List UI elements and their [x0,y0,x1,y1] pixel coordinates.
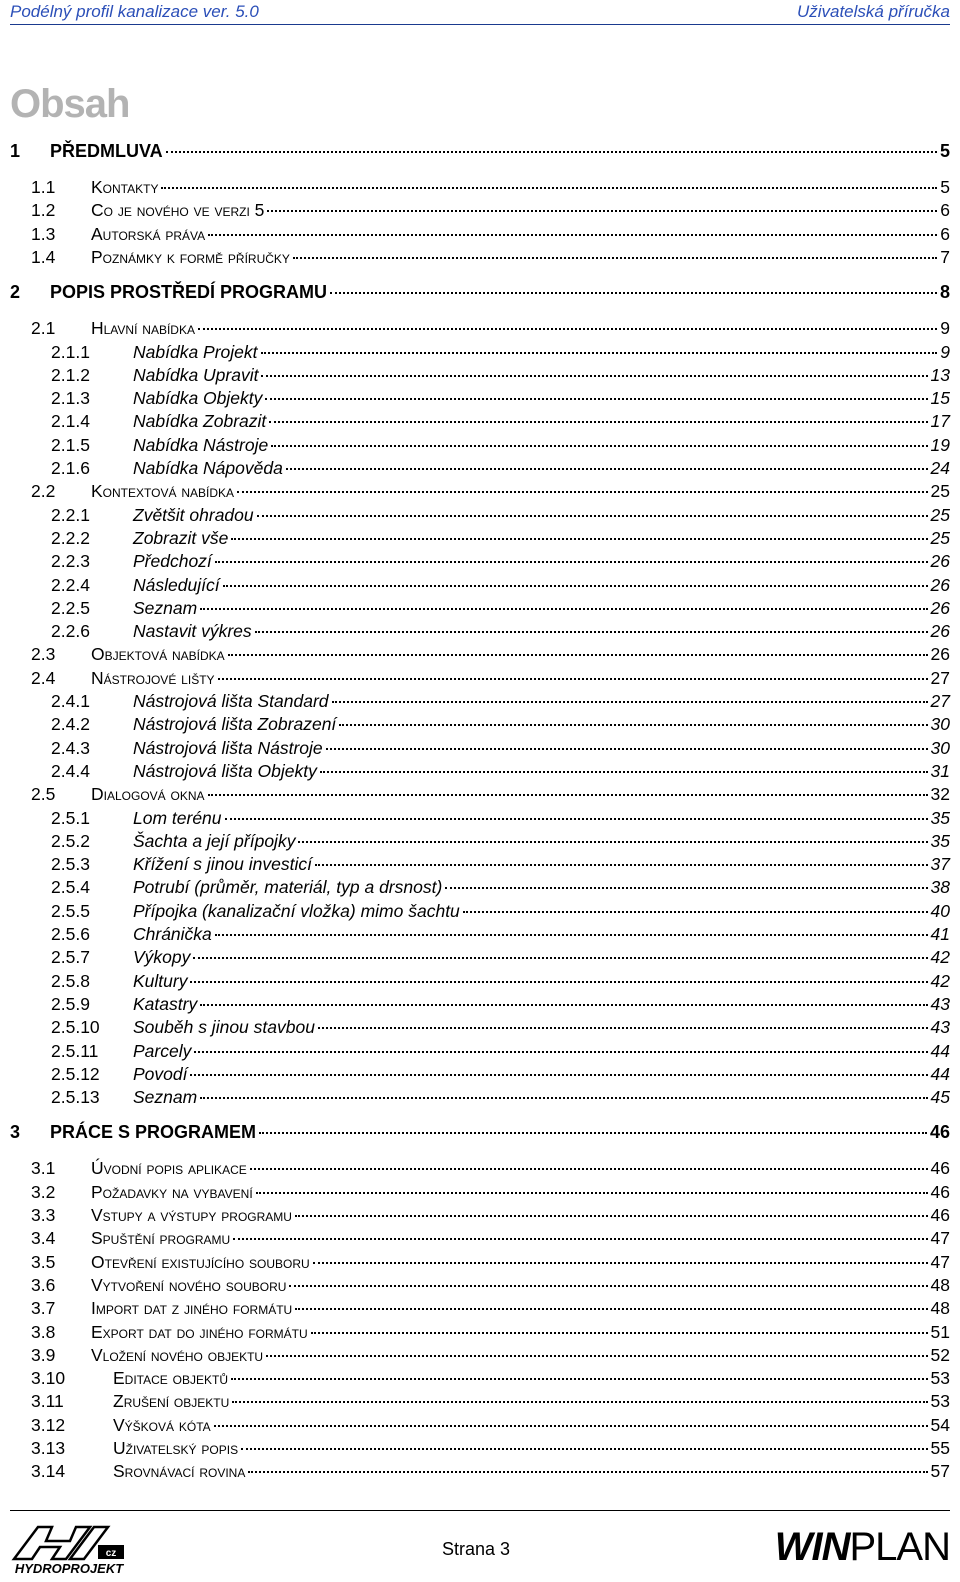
toc-entry-title: Následující [133,574,220,595]
toc-entry-number: 2.2.4 [51,574,90,595]
toc-entry-title: Srovnávací rovina [113,1461,246,1482]
toc-entry-number: 3.6 [31,1274,56,1295]
toc-entry-number: 2.4.4 [51,760,90,781]
toc-entry-page: 26 [930,644,950,665]
toc-entry-page: 25 [930,527,950,548]
toc-entry-title: Nabídka Nástroje [133,434,269,455]
toc-entry-page: 51 [930,1321,950,1342]
toc-entry-number: 2.4.1 [51,691,90,711]
toc-entry-number: 2.5.2 [51,830,90,851]
toc-entry-title: Zvětšit ohradou [133,504,254,525]
toc-entry-leader [190,1074,927,1076]
toc-entry-number: 1.1 [31,177,56,197]
toc-entry[interactable] [10,877,950,901]
winplan-logo [775,1525,950,1570]
toc-entry[interactable] [10,411,950,435]
toc-entry-number: 3.13 [31,1438,66,1458]
toc-entry[interactable] [10,1368,950,1392]
toc-entry-leader [200,608,927,610]
toc-entry-number: 3.5 [31,1251,56,1272]
toc-entry-leader [208,794,928,796]
toc-entry-page: 26 [930,621,950,642]
toc-entry-title: Objektová nabídka [91,644,225,665]
toc-entry[interactable] [10,1391,950,1415]
toc-entry-leader [218,678,928,680]
toc-entry-number: 2.5.7 [51,947,90,968]
toc-entry-title: Autorská práva [91,223,206,244]
toc-entry-leader [266,1355,927,1357]
toc-entry[interactable] [10,1322,950,1346]
toc-entry-leader [261,375,927,377]
toc-entry-leader [289,1285,927,1287]
toc-entry-page: 43 [930,1017,950,1038]
toc-entry-number: 2.1.2 [51,364,90,385]
toc-entry[interactable] [10,831,950,855]
toc-entry-number: 2.5.6 [51,924,90,944]
toc-entry-leader [265,398,927,400]
toc-entry-page: 27 [930,691,950,711]
toc-entry-leader [193,957,927,959]
toc-entry-leader [295,1308,927,1310]
header-manual-title: Uživatelská příručka [796,2,950,21]
toc-entry-number: 2.5.5 [51,900,90,921]
toc-entry[interactable] [10,1438,950,1462]
toc-entry-title: Poznámky k formě příručky [91,246,290,267]
toc-entry-page: 5 [939,141,950,161]
toc-entry-page: 47 [930,1251,950,1272]
toc-entry-title: Hlavní nabídka [91,318,195,339]
toc-entry-number: 2.4 [31,667,56,688]
toc-entry-leader [298,841,927,843]
toc-entry-page: 46 [930,1181,950,1202]
toc-entry-page: 32 [930,784,950,805]
toc-entry-page: 44 [930,1063,950,1084]
logo-text: HYDROPROJEKT [14,1561,124,1575]
toc-entry[interactable] [10,901,950,925]
toc-entry-page: 57 [930,1461,950,1482]
toc-entry[interactable] [10,761,950,785]
toc-entry-number: 2.1.3 [51,388,90,409]
toc-entry-page: 46 [930,1158,950,1179]
toc-entry-number: 3.12 [31,1414,66,1435]
toc-entry-number: 2.5.4 [51,877,90,898]
toc-entry-leader [231,1378,928,1380]
toc-entry-page: 52 [930,1344,950,1365]
toc-entry[interactable] [10,924,950,948]
toc-entry-title: Předchozí [133,551,212,572]
toc-entry[interactable] [10,621,950,645]
toc-entry-number: 2.2.3 [51,551,90,572]
toc-entry-title: Kontextová nabídka [91,481,235,502]
toc-entry[interactable] [10,971,950,995]
toc-entry-page: 44 [930,1040,950,1061]
toc-entry-page: 24 [930,458,950,478]
toc-entry-title: Seznam [133,1087,198,1108]
toc-entry-title: Potrubí (průměr, materiál, typ a drsnost) [133,877,443,898]
toc-entry-number: 1.2 [31,200,56,221]
toc-entry-number: 2.5 [31,784,56,805]
toc-entry-page: 9 [940,341,950,362]
toc-entry[interactable] [10,994,950,1018]
toc-entry-title: PŘEDMLUVA [50,141,163,161]
toc-entry-page: 15 [930,388,950,409]
toc-entry-leader [228,654,928,656]
toc-entry-page: 5 [940,177,950,197]
toc-entry-title: Nástrojová lišta Nástroje [133,737,323,758]
toc-entry-number: 3.10 [31,1368,66,1389]
toc-entry-leader [256,1192,928,1194]
toc-entry-title: Dialogová okna [91,784,205,805]
toc-entry[interactable] [10,528,950,552]
hydroprojekt-logo-icon [10,1519,128,1575]
toc-entry-leader [161,187,937,189]
toc-entry-title: Nabídka Upravit [133,364,259,385]
toc-entry[interactable] [10,1228,950,1252]
toc-entry-leader [166,151,937,153]
toc-entry-page: 31 [930,760,950,781]
toc-entry-title: Co je nového ve verzi 5 [91,200,265,221]
toc-entry-page: 26 [930,597,950,618]
toc-entry-leader [445,887,927,889]
toc-entry-page: 53 [930,1391,950,1412]
toc-entry-page: 25 [930,481,950,502]
toc-entry-leader [190,981,927,983]
toc-entry-page: 42 [930,970,950,991]
toc-entry-number: 3.4 [31,1228,56,1249]
toc-entry-page: 42 [930,947,950,968]
toc-entry-page: 55 [930,1438,950,1458]
toc-entry-page: 48 [930,1274,950,1295]
toc-entry-title: Zobrazit vše [133,527,229,548]
toc-entry-title: Křížení s jinou investicí [133,854,312,875]
toc-entry-number: 2.5.11 [51,1040,99,1061]
toc-entry-number: 2.1.4 [51,411,90,432]
toc-entry[interactable] [10,1087,950,1111]
toc-entry-title: Zrušení objektu [113,1391,230,1412]
toc-entry[interactable] [10,714,950,738]
toc-entry-page: 35 [930,807,950,828]
toc-entry-page: 48 [930,1298,950,1319]
toc-entry-leader [286,468,928,470]
toc-entry-page: 9 [940,318,950,339]
toc-entry-page: 46 [930,1205,950,1225]
toc-entry-page: 45 [930,1087,950,1108]
toc-entry-page: 7 [940,246,950,267]
toc-entry-leader [463,911,928,913]
toc-entry-number: 2.3 [31,644,56,665]
toc-entry-number: 3.9 [31,1344,56,1365]
toc-entry[interactable] [10,1041,950,1065]
toc-entry-page: 25 [930,504,950,525]
toc-entry-title: Nabídka Zobrazit [133,411,267,432]
toc-entry-title: Uživatelský popis [113,1438,239,1458]
toc-entry-number: 2.5.10 [51,1017,100,1038]
toc-entry-title: Export dat do jiného formátu [91,1321,308,1342]
toc-entry-title: Kultury [133,970,188,991]
toc-entry-number: 2.1 [31,318,56,339]
toc-entry-title: Kontakty [91,177,159,197]
toc-entry-page: 17 [930,411,950,432]
toc-entry[interactable] [10,1275,950,1299]
page-header [10,0,950,25]
toc-entry-page: 27 [930,667,950,688]
toc-entry-title: Vytvoření nového souboru [91,1274,287,1295]
toc-entry-page: 37 [930,854,950,875]
toc-entry[interactable] [10,318,950,342]
toc-entry-title: Vložení nového objektu [91,1344,264,1365]
toc-entry-leader [295,1215,928,1217]
toc-entry-title: Úvodní popis aplikace [91,1158,247,1179]
toc-entry-title: Šachta a její přípojky [133,830,296,851]
toc-entry-page: 8 [939,282,950,303]
toc-entry[interactable] [10,947,950,971]
toc-entry[interactable] [10,1182,950,1206]
toc-entry-leader [318,1027,928,1029]
toc-entry-number: 2.2.1 [51,504,90,525]
toc-entry-leader [261,352,938,354]
toc-entry[interactable] [10,808,950,832]
toc-entry-title: Spuštění programu [91,1228,231,1249]
toc-entry-leader [232,1401,927,1403]
toc-entry-leader [293,257,937,259]
toc-entry-leader [332,701,928,703]
toc-entry-leader [214,1425,928,1427]
toc-entry-number: 1.3 [31,223,56,244]
toc-entry-leader [241,1448,927,1450]
toc-entry-title: Parcely [133,1040,192,1061]
toc-entry[interactable] [10,435,950,459]
toc-entry-title: Nástrojová lišta Objekty [133,760,317,781]
toc-entry-number: 3.2 [31,1181,56,1202]
toc-entry-leader [313,1262,928,1264]
toc-entry[interactable] [10,784,950,808]
toc-entry-number: 3.11 [31,1391,64,1412]
toc-entry-leader [330,292,937,294]
page-title: Obsah [10,82,130,126]
toc-entry-number: 3.7 [31,1298,56,1319]
toc-entry-number: 2.2 [31,481,56,502]
toc-entry-title: PRÁCE S PROGRAMEM [50,1122,257,1143]
toc-entry-leader [255,631,928,633]
toc-entry-page: 30 [930,714,950,735]
page-number: Strana 3 [442,1539,511,1559]
toc-entry-leader [223,585,928,587]
toc-entry-title: Požadavky na vybavení [91,1181,253,1202]
toc-entry-leader [200,1004,927,1006]
toc-entry-number: 2.5.8 [51,970,90,991]
toc-entry[interactable] [10,551,950,575]
toc-entry-page: 6 [940,200,950,221]
page-footer [10,1510,950,1582]
toc-entry-number: 2.5.13 [51,1087,100,1108]
toc-entry-number: 2.2.6 [51,621,90,642]
toc-entry-page: 46 [929,1122,950,1143]
toc-entry-title: Nástrojové lišty [91,667,215,688]
toc-entry-number: 2.1.5 [51,434,90,455]
toc-entry[interactable] [10,247,950,271]
toc-entry-title: Otevření existujícího souboru [91,1251,310,1272]
toc-entry[interactable] [10,505,950,529]
toc-entry-title: Import dat z jiného formátu [91,1298,293,1319]
toc-entry[interactable] [10,1064,950,1088]
toc-entry-title: Katastry [133,993,198,1014]
toc-entry-leader [231,538,927,540]
toc-entry[interactable] [10,1205,950,1229]
toc-entry-title: Editace objektů [113,1368,228,1389]
toc-entry[interactable] [10,598,950,622]
toc-entry-title: Nastavit výkres [133,621,252,642]
toc-entry-number: 2.2.2 [51,527,90,548]
toc-entry[interactable] [10,1345,950,1369]
toc-entry-number: 2.5.3 [51,854,90,875]
toc-entry[interactable] [10,1252,950,1276]
toc-entry-number: 2.5.12 [51,1063,100,1084]
toc-entry-page: 40 [930,900,950,921]
toc-entry-title: Nabídka Nápověda [133,458,283,478]
toc-entry-number: 2.1.1 [51,341,90,362]
toc-entry[interactable] [10,141,950,165]
toc-entry[interactable] [10,691,950,715]
toc-entry-leader [250,1168,928,1170]
toc-entry-page: 47 [930,1228,950,1249]
toc-entry-leader [267,210,937,212]
toc-entry-number: 2.4.3 [51,737,90,758]
toc-entry[interactable] [10,177,950,201]
toc-entry-leader [215,934,928,936]
toc-entry-leader [315,864,928,866]
toc-entry-number: 2 [10,282,21,303]
toc-entry-title: Vstupy a výstupy programu [91,1205,292,1225]
toc-entry[interactable] [10,575,950,599]
toc-entry-number: 3 [10,1122,21,1143]
toc-entry-page: 19 [930,434,950,455]
toc-entry-number: 2.2.5 [51,597,90,618]
toc-entry[interactable] [10,854,950,878]
toc-entry-number: 2.1.6 [51,458,90,478]
toc-entry-leader [225,818,928,820]
toc-entry-page: 26 [930,574,950,595]
toc-entry-page: 53 [930,1368,950,1389]
toc-entry[interactable] [10,342,950,366]
toc-entry-leader [198,328,937,330]
toc-entry-title: Chránička [133,924,212,944]
toc-entry-number: 2.4.2 [51,714,90,735]
toc-entry-number: 3.3 [31,1205,56,1225]
toc-entry-number: 2.5.9 [51,993,90,1014]
toc-entry-page: 35 [930,830,950,851]
toc-entry[interactable] [10,481,950,505]
toc-entry-title: Přípojka (kanalizační vložka) mimo šachtu [133,900,460,921]
toc-entry-page: 26 [930,551,950,572]
toc-entry-page: 30 [930,737,950,758]
toc-entry-title: Nástrojová lišta Standard [133,691,329,711]
toc-entry-title: Nabídka Objekty [133,388,263,409]
toc-entry-leader [326,748,928,750]
header-doc-title: Podélný profil kanalizace ver. 5.0 [10,2,259,21]
toc-entry[interactable] [10,458,950,482]
toc-entry-page: 41 [930,924,950,944]
toc-entry-number: 3.14 [31,1461,66,1482]
toc-entry-leader [269,421,927,423]
toc-entry[interactable] [10,1461,950,1485]
toc-entry-title: Nabídka Projekt [133,341,258,362]
brand-bold: WIN [774,1525,850,1569]
toc-entry[interactable] [10,200,950,224]
logo-cz-text: cz [105,1548,117,1559]
toc-entry-leader [248,1471,927,1473]
toc-entry-leader [200,1097,927,1099]
toc-entry-leader [320,771,928,773]
toc-entry-leader [271,445,927,447]
toc-entry[interactable] [10,224,950,248]
toc-entry-title: Nástrojová lišta Zobrazení [133,714,337,735]
toc-entry-leader [233,1238,927,1240]
brand-rest: PLAN [849,1525,950,1569]
toc-entry[interactable] [10,668,950,692]
toc-entry[interactable] [10,1122,950,1146]
toc-entry-page: 38 [930,877,950,898]
toc-entry-leader [257,515,928,517]
toc-entry-title: Seznam [133,597,198,618]
toc-entry-leader [237,491,928,493]
toc-entry[interactable] [10,1298,950,1322]
toc-entry[interactable] [10,738,950,762]
toc-entry[interactable] [10,365,950,389]
toc-entry-number: 3.8 [31,1321,56,1342]
toc-entry-title: Povodí [133,1063,188,1084]
toc-entry-number: 3.1 [31,1158,56,1179]
toc-entry-leader [259,1132,927,1134]
toc-entry-title: Lom terénu [133,807,222,828]
toc-entry-leader [339,724,927,726]
toc-entry[interactable] [10,1017,950,1041]
toc-entry-page: 43 [930,993,950,1014]
toc-entry-leader [215,561,928,563]
toc-entry[interactable] [10,644,950,668]
toc-entry-title: Výšková kóta [113,1414,211,1435]
toc-entry[interactable] [10,282,950,306]
toc-entry-leader [208,234,937,236]
toc-entry-page: 6 [940,223,950,244]
toc-entry[interactable] [10,388,950,412]
toc-entry-number: 2.5.1 [51,807,90,828]
toc-entry-page: 13 [930,364,950,385]
toc-entry-title: Souběh s jinou stavbou [133,1017,315,1038]
toc-entry-number: 1 [10,141,21,161]
toc-entry[interactable] [10,1158,950,1182]
toc-entry-page: 54 [930,1414,950,1435]
toc-entry-title: Výkopy [133,947,191,968]
toc-entry-leader [311,1332,928,1334]
toc-entry-number: 1.4 [31,246,56,267]
toc-entry-title: POPIS PROSTŘEDÍ PROGRAMU [50,282,328,303]
toc-entry-leader [194,1051,927,1053]
toc-entry[interactable] [10,1415,950,1439]
